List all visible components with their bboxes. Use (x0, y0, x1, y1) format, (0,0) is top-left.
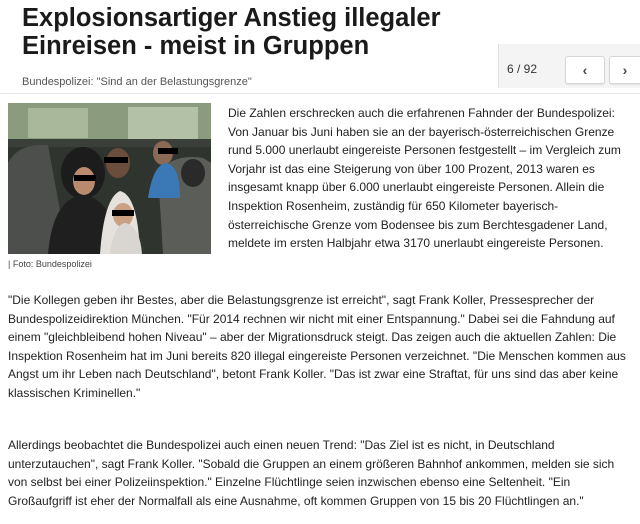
article-paragraph-2: "Die Kollegen geben ihr Bestes, aber die Belastungsgrenze ist erreicht", sagt Frank Koller, Pressesprecher der Bundespolizeidirektion München. "Für 2014 rechnen wir nicht mit einer Entspannung." Dabei sei die Fahndung auf einem "gleichbleibend hohen Niveau" – aber der Migrationsdruck steigt. Das zeigen auch die aktuellen Zahlen: Die Inspektion Rosenheim hat im Juni bereits 820 illegal eingereiste Personen verzeichnet. "Die Menschen kommen aus Angst um ihr Leben nach Deutschland", betont Frank Koller. "Das ist zwar eine Straftat, für uns sind das aber keine klassischen Kriminellen." (8, 293, 626, 400)
header-divider (0, 93, 640, 94)
article-subtitle: Bundespolizei: "Sind an der Belastungsgrenze" (22, 76, 252, 88)
car-interior-image (8, 103, 211, 254)
article-paragraph-3: Allerdings beobachtet die Bundespolizei auch einen neuen Trend: "Das Ziel ist es nicht, in Deutschland unterzutauchen", sagt Frank Koller. "Sobald die Gruppen an einem größeren Bahnhof ankommen, melden sie sich von selbst bei einer Polizeiinspektion." Einzelne Flüchtlinge seien inzwischen ebenso eine Seltenheit. "Ein Großaufgriff ist eher der Normalfall als eine Ausnahme, oft kommen Gruppen von 15 bis 20 Flüchtlingen an." (8, 438, 615, 508)
next-button[interactable] (609, 56, 640, 84)
chevron-right-icon: › (622, 62, 628, 78)
gallery-pager (498, 44, 640, 88)
image-caption: | Foto: Bundespolizei (8, 259, 92, 269)
previous-button[interactable] (565, 56, 605, 84)
article-paragraph-1: Die Zahlen erschrecken auch die erfahrenen Fahnder der Bundespolizei: Von Januar bis Juni haben sie an der bayerisch-österreichischen Grenze rund 5.000 unerlaubt eingereiste Personen festgestellt – im Vergleich zum Vorjahr ist das eine Steigerung von über 100 Prozent, 2013 waren es insgesamt knapp über 6.000 unerlaubt eingereiste Personen. Allein die Inspektion Rosenheim, zuständig für 650 Kilometer bayerisch-österreichische Grenze vom Bodensee bis zum Berchtesgadener Land, meldete im ersten Halbjahr etwa 3170 unerlaubt eingereiste Personen. (228, 106, 621, 251)
article-title: Explosionsartiger Anstieg illegaler Einreisen - meist in Gruppen (22, 4, 441, 60)
article-photo (8, 103, 211, 254)
gallery-counter: 6 / 92 (507, 62, 538, 76)
chevron-left-icon: ‹ (582, 62, 588, 78)
article-header (0, 0, 640, 95)
